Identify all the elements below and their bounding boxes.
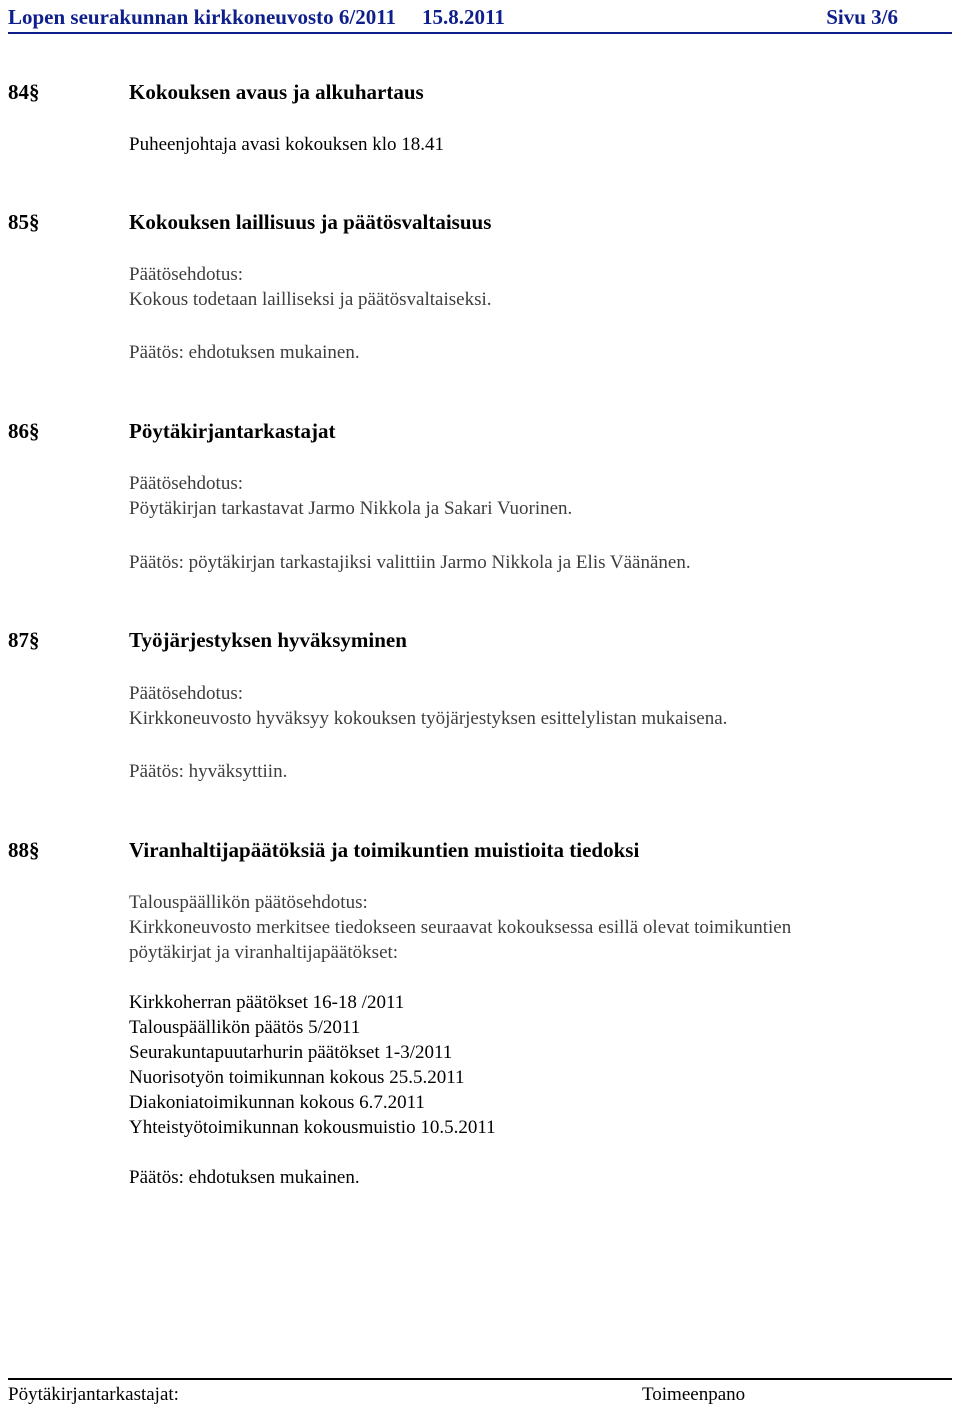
section-number [8,210,129,235]
decision-text: Päätös: ehdotuksen mukainen. [129,1167,360,1188]
section-88-item-list [129,990,496,1140]
section-88-decision [129,1165,360,1190]
section-heading [8,838,952,866]
section-88 [8,838,952,866]
section-symbol: § [29,419,40,443]
proposal-text-continued: pöytäkirjat ja viranhaltijapäätökset: [129,942,399,963]
list-item: Diakoniatoimikunnan kokous 6.7.2011 [129,1092,425,1113]
section-title: Pöytäkirjantarkastajat [129,419,336,443]
section-heading [8,210,952,238]
section-number-value: 88 [8,838,29,862]
proposal-text: Kirkkoneuvosto merkitsee tiedokseen seuraavat kokouksessa esillä olevat toimikuntien [129,917,792,938]
decision-text: Päätös: pöytäkirjan tarkastajiksi valittiin Jarmo Nikkola ja Elis Väänänen. [129,552,691,573]
decision-text: Päätös: ehdotuksen mukainen. [129,342,360,363]
section-87-decision [129,759,287,784]
list-item: Talouspäällikön päätös 5/2011 [129,1017,361,1038]
section-number [8,628,129,653]
section-86 [8,419,952,447]
section-number [8,838,129,863]
proposal-text: Kirkkoneuvosto hyväksyy kokouksen työjärjestyksen esittelylistan mukaisena. [129,708,728,729]
list-item: Seurakuntapuutarhurin päätökset 1-3/2011 [129,1042,453,1063]
section-84-body [129,132,444,157]
section-title: Työjärjestyksen hyväksyminen [129,628,407,652]
paragraph-text: Puheenjohtaja avasi kokouksen klo 18.41 [129,134,445,155]
section-symbol: § [29,838,40,862]
section-85-decision [129,340,360,365]
list-item: Yhteistyötoimikunnan kokousmuistio 10.5.2011 [129,1117,496,1138]
proposal-label: Päätösehdotus: [129,264,243,285]
section-85 [8,210,952,238]
page-footer [8,1378,952,1408]
section-title: Kokouksen avaus ja alkuhartaus [129,80,424,104]
footer-implementation-label: Toimeenpano [642,1384,746,1405]
section-88-proposal [129,890,791,965]
section-title: Viranhaltijapäätöksiä ja toimikuntien muistioita tiedoksi [129,838,640,862]
list-item: Nuorisotyön toimikunnan kokous 25.5.2011 [129,1067,465,1088]
proposal-text: Kokous todetaan lailliseksi ja päätösvaltaiseksi. [129,289,492,310]
section-number [8,80,129,105]
section-85-proposal [129,262,492,312]
section-84 [8,80,952,108]
proposal-label: Päätösehdotus: [129,683,243,704]
section-86-proposal [129,471,572,521]
page-header [8,2,952,34]
proposal-label: Talouspäällikön päätösehdotus: [129,892,368,913]
proposal-label: Päätösehdotus: [129,473,243,494]
section-symbol: § [29,628,40,652]
section-symbol: § [29,210,40,234]
footer-reviewers-label: Pöytäkirjantarkastajat: [8,1384,179,1405]
section-number [8,419,129,444]
section-heading [8,419,952,447]
section-87 [8,628,952,656]
document-title: Lopen seurakunnan kirkkoneuvosto 6/2011 [8,4,397,29]
section-heading [8,80,952,108]
section-number-value: 84 [8,80,29,104]
section-87-proposal [129,681,727,731]
decision-text: Päätös: hyväksyttiin. [129,761,288,782]
document-date: 15.8.2011 [422,4,505,29]
section-86-decision [129,550,691,575]
page-number: Sivu 3/6 [826,4,898,29]
section-number-value: 87 [8,628,29,652]
section-heading [8,628,952,656]
section-number-value: 85 [8,210,29,234]
proposal-text: Pöytäkirjan tarkastavat Jarmo Nikkola ja Sakari Vuorinen. [129,498,573,519]
list-item: Kirkkoherran päätökset 16-18 /2011 [129,992,405,1013]
section-symbol: § [29,80,40,104]
section-title: Kokouksen laillisuus ja päätösvaltaisuus [129,210,492,234]
section-number-value: 86 [8,419,29,443]
